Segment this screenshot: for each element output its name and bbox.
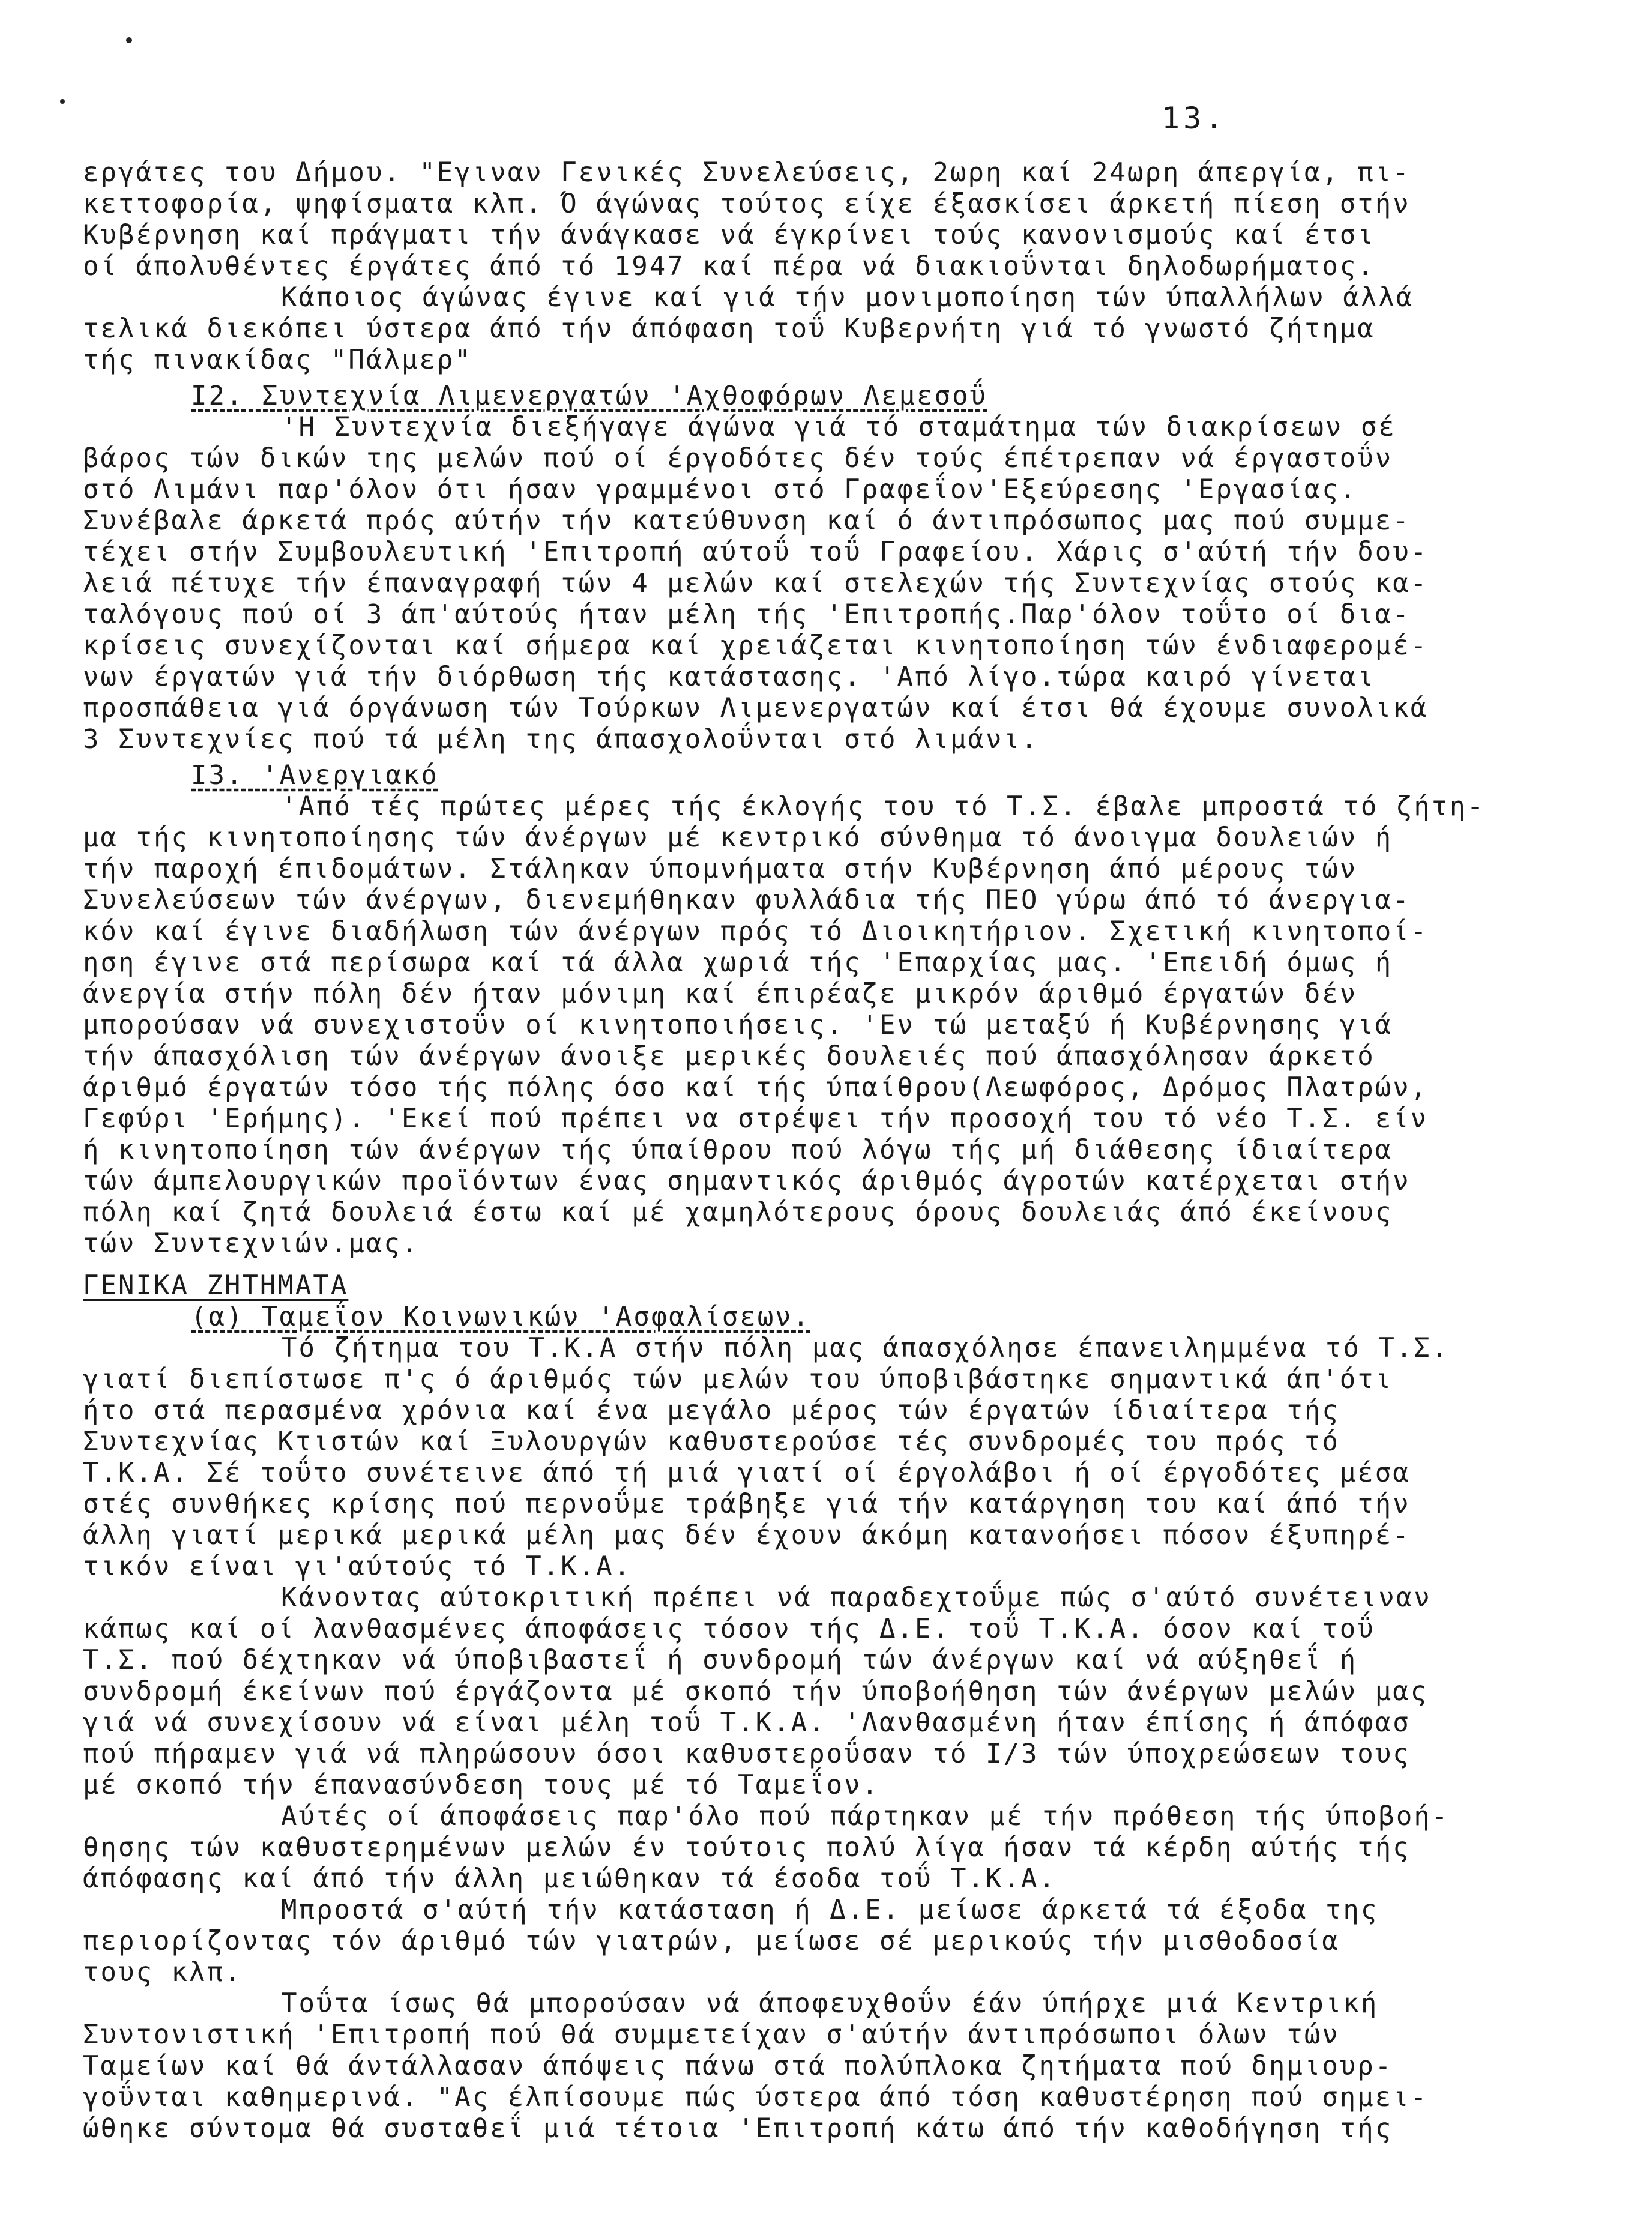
text-line: λειά πέτυχε τήν έπαναγραφή τών 4 μελών καί στελεχών τής Συντεχνίας στούς κα- — [83, 568, 1429, 599]
text-line: συνδρομή έκείνων πού έργάζοντα μέ σκοπό τήν ύποβοήθηση τών άνέργων μελών μας — [83, 1676, 1429, 1707]
paragraph — [83, 791, 1488, 1259]
paragraph — [83, 1582, 1488, 1801]
text-line: Συνέβαλε άρκετά πρός αύτήν τήν κατεύθυνση καί ό άντιπρόσωπος μας πού συμμε- — [83, 505, 1411, 536]
text-line: τελικά διεκόπει ύστερα άπό τήν άπόφαση τοΰ Κυβερνήτη γιά τό γνωστό ζήτημα — [83, 313, 1375, 344]
paragraph — [83, 1895, 1488, 1988]
text-line: τικόν είναι γι'αύτούς τό Τ.Κ.Α. — [83, 1551, 632, 1582]
text-line: ταλόγους πού οί 3 άπ'αύτούς ήταν μέλη τής 'Επιτροπής.Παρ'όλον τοΰτο οί δια- — [83, 599, 1411, 630]
paragraph — [83, 412, 1488, 755]
scan-speck — [60, 99, 65, 104]
section-heading-13: I3. 'Ανεργιακό — [191, 760, 439, 791]
text-line: στό Λιμάνι παρ'όλον ότι ήσαν γραμμένοι στό Γραφεΐον'Εξεύρεσης 'Εργασίας. — [83, 474, 1358, 505]
text-line: κεττοφορία, ψηφίσματα κλπ. Ό άγώνας τούτος είχε έξασκίσει άρκετή πίεση στήν — [83, 189, 1411, 219]
section-heading-12: I2. Συντεχνία Λιμενεργατών 'Αχθοφόρων Λεμεσοΰ — [191, 381, 988, 411]
text-line: τής πινακίδας "Πάλμερ" — [83, 345, 472, 375]
text-line: ηση έγινε στά περίσωρα καί τά άλλα χωριά τής 'Επαρχίας μας. 'Επειδή όμως ή — [83, 947, 1393, 978]
text-line: τέχει στήν Συμβουλευτική 'Επιτροπή αύτοΰ τοΰ Γραφείου. Χάρις σ'αύτή τήν δου- — [83, 537, 1429, 567]
text-line: τήν παροχή έπιδομάτων. Στάληκαν ύπομνήματα στήν Κυβέρνηση άπό μέρους τών — [83, 854, 1358, 884]
document-body — [83, 157, 1488, 2144]
subsection-heading-a: (α) Ταμεΐον Κοινωνικών 'Ασφαλίσεων. — [191, 1301, 811, 1332]
text-line: ήτο στά περασμένα χρόνια καί ένα μεγάλο μέρος τών έργατών ίδιαίτερα τής — [83, 1395, 1340, 1426]
text-line: Συνελεύσεων τών άνέργων, διενεμήθηκαν φυλλάδια τής ΠΕΟ γύρω άπό τό άνεργια- — [83, 885, 1411, 915]
text-line: τών Συντεχνιών.μας. — [83, 1228, 420, 1259]
text-line: εργάτες του Δήμου. "Εγιναν Γενικές Συνελεύσεις, 2ωρη καί 24ωρη άπεργία, πι- — [83, 157, 1411, 188]
text-line: κάπως καί οί λανθασμένες άποφάσεις τόσον τής Δ.Ε. τοΰ Τ.Κ.Α. όσον καί τοΰ — [83, 1614, 1375, 1644]
page-number: 13. — [1162, 101, 1227, 136]
text-line: τήν άπασχόλιση τών άνέργων άνοιξε μερικές δουλειές πού άπασχόλησαν άρκετό — [83, 1041, 1375, 1072]
text-line: τών άμπελουργικών προϊόντων ένας σημαντικός άριθμός άγροτών κατέρχεται στήν — [83, 1166, 1411, 1196]
text-line: Τ.Σ. πού δέχτηκαν νά ύποβιβαστεΐ ή συνδρομή τών άνέργων καί νά αύξηθεΐ ή — [83, 1645, 1358, 1676]
text-line: άνεργία στήν πόλη δέν ήταν μόνιμη καί έπιρέαζε μικρόν άριθμό έργατών δέν — [83, 979, 1358, 1009]
text-line: Τοΰτα ίσως θά μπορούσαν νά άποφευχθοΰν έάν ύπήρχε μιά Κεντρική — [281, 1988, 1379, 2019]
text-line: στές συνθήκες κρίσης πού περνοΰμε τράβηξε γιά τήν κατάργηση του καί άπό τήν — [83, 1489, 1411, 1519]
text-line: βάρος τών δικών της μελών πού οί έργοδότες δέν τούς έπέτρεπαν νά έργαστοΰν — [83, 443, 1393, 474]
text-line: Τ.Κ.Α. Σέ τοΰτο συνέτεινε άπό τή μιά γιατί οί έργολάβοι ή οί έργοδότες μέσα — [83, 1458, 1411, 1488]
text-line: Αύτές οί άποφάσεις παρ'όλο πού πάρτηκαν μέ τήν πρόθεση τής ύποβοή- — [281, 1801, 1450, 1832]
text-line: 'Από τές πρώτες μέρες τής έκλογής του τό Τ.Σ. έβαλε μπροστά τό ζήτη- — [281, 791, 1485, 822]
text-line: περιορίζοντας τόν άριθμό τών γιατρών, μείωσε σέ μερικούς τήν μισθοδοσία — [83, 1926, 1340, 1956]
paragraph — [83, 1988, 1488, 2144]
text-line: οί άπολυθέντες έργάτες άπό τό 1947 καί πέρα νά διακιοΰνται δηλοδωρήματος. — [83, 251, 1375, 282]
text-line: άπόφασης καί άπό τήν άλλη μειώθηκαν τά έσοδα τοΰ Τ.Κ.Α. — [83, 1863, 1057, 1894]
text-line: κρίσεις συνεχίζονται καί σήμερα καί χρειάζεται κινητοποίηση τών ένδιαφερομέ- — [83, 630, 1429, 661]
text-line: πόλη καί ζητά δουλειά έστω καί μέ χαμηλότερους όρους δουλειάς άπό έκείνους — [83, 1197, 1393, 1228]
scan-speck — [126, 37, 132, 43]
text-line: Τό ζήτημα του Τ.Κ.Α στήν πόλη μας άπασχόλησε έπανειλημμένα τό Τ.Σ. — [281, 1333, 1450, 1363]
text-line: μπορούσαν νά συνεχιστοΰν οί κινητοποιήσεις. 'Εν τώ μεταξύ ή Κυβέρνησης γιά — [83, 1010, 1393, 1040]
text-line: 3 Συντεχνίες πού τά μέλη της άπασχολοΰνται στό λιμάνι. — [83, 724, 1039, 755]
text-line: κόν καί έγινε διαδήλωση τών άνέργων πρός τό Διοικητήριον. Σχετική κινητοποί- — [83, 916, 1429, 947]
paragraph — [83, 282, 1488, 376]
text-line: μα τής κινητοποίησης τών άνέργων μέ κεντρικό σύνθημα τό άνοιγμα δουλειών ή — [83, 822, 1393, 853]
text-line: άλλη γιατί μερικά μερικά μέλη μας δέν έχουν άκόμη κατανοήσει πόσον έξυπηρέ- — [83, 1520, 1411, 1551]
text-line: θησης τών καθυστερημένων μελών έν τούτοις πολύ λίγα ήσαν τά κέρδη αύτής τής — [83, 1832, 1411, 1863]
text-line: Κυβέρνηση καί πράγματι τήν άνάγκασε νά έγκρίνει τούς κανονισμούς καί έτσι — [83, 220, 1375, 250]
text-line: ώθηκε σύντομα θά συσταθεΐ μιά τέτοια 'Επιτροπή κάτω άπό τήν καθοδήγηση τής — [83, 2113, 1393, 2144]
text-line: Συντεχνίας Κτιστών καί Ξυλουργών καθυστερούσε τές συνδρομές του πρός τό — [83, 1426, 1340, 1457]
text-line: γιατί διεπίστωσε π'ς ό άριθμός τών μελών του ύποβιβάστηκε σημαντικά άπ'ότι — [83, 1364, 1393, 1395]
text-line: Κάποιος άγώνας έγινε καί γιά τήν μονιμοποίηση τών ύπαλλήλων άλλά — [281, 282, 1414, 313]
text-line: Κάνοντας αύτοκριτική πρέπει νά παραδεχτοΰμε πώς σ'αύτό συνέτειναν — [281, 1582, 1432, 1613]
text-line: γοΰνται καθημερινά. "Ας έλπίσουμε πώς ύστερα άπό τόση καθυστέρηση πού σημει- — [83, 2082, 1429, 2113]
text-line: 'Η Συντεχνία διεξήγαγε άγώνα γιά τό σταμάτημα τών διακρίσεων σέ — [281, 412, 1396, 442]
text-line: προσπάθεια γιά όργάνωση τών Τούρκων Λιμενεργατών καί έτσι θά έχουμε συνολικά — [83, 693, 1429, 723]
text-line: Συντονιστική 'Επιτροπή πού θά συμμετείχαν σ'αύτήν άντιπρόσωποι όλων τών — [83, 2019, 1340, 2050]
text-line: άριθμό έργατών τόσο τής πόλης όσο καί τής ύπαίθρου(Λεωφόρος, Δρόμος Πλατρών, — [83, 1072, 1429, 1103]
text-line: τους κλπ. — [83, 1957, 243, 1988]
text-line: πού πήραμεν γιά νά πληρώσουν όσοι καθυστεροΰσαν τό I/3 τών ύποχρεώσεων τους — [83, 1739, 1411, 1769]
intro-paragraph — [83, 157, 1488, 282]
paragraph — [83, 1333, 1488, 1582]
text-line: Μπροστά σ'αύτή τήν κατάσταση ή Δ.Ε. μείωσε άρκετά τά έξοδα της — [281, 1895, 1379, 1925]
text-line: νων έργατών γιά τήν διόρθωση τής κατάστασης. 'Από λίγο.τώρα καιρό γίνεται — [83, 662, 1375, 692]
text-line: μέ σκοπό τήν έπανασύνδεση τους μέ τό Ταμεΐον. — [83, 1770, 880, 1800]
paragraph — [83, 1801, 1488, 1895]
text-line: Ταμείων καί θά άντάλλασαν άπόψεις πάνω στά πολύπλοκα ζητήματα πού δημιουρ- — [83, 2051, 1393, 2081]
text-line: γιά νά συνεχίσουν νά είναι μέλη τοΰ Τ.Κ.Α. 'Λανθασμένη ήταν έπίσης ή άπόφασ — [83, 1707, 1411, 1738]
text-line: ή κινητοποίηση τών άνέργων τής ύπαίθρου πού λόγω τής μή διάθεσης ίδιαίτερα — [83, 1135, 1393, 1165]
general-issues-heading: ΓΕΝΙΚΑ ΖΗΤΗΜΑΤΑ — [83, 1270, 349, 1301]
text-line: Γεφύρι 'Ερήμης). 'Εκεί πού πρέπει να στρέψει τήν προσοχή του τό νέο Τ.Σ. είν — [83, 1103, 1429, 1134]
